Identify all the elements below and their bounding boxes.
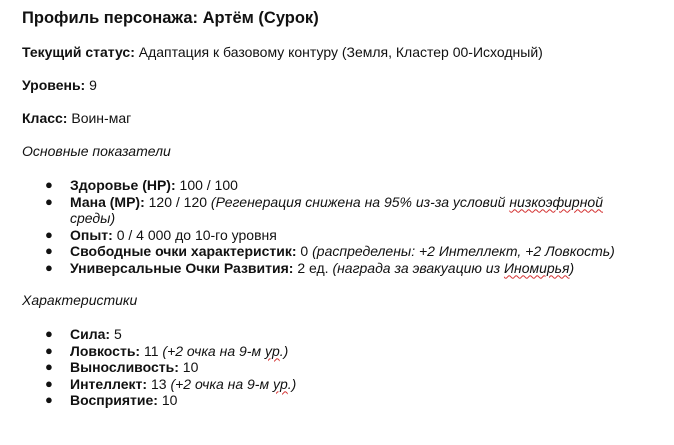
stat-note: [170, 376, 296, 392]
stat-label: Здоровье (HP):: [70, 177, 176, 193]
class-line: [22, 110, 674, 127]
stat-note-text: ): [569, 259, 575, 276]
stat-note: (распределены: +2 Интеллект, +2 Ловкость): [312, 243, 615, 259]
stat-note: [332, 260, 574, 276]
stat-value: 10: [178, 359, 199, 375]
stat-label: Мана (MP):: [70, 193, 145, 210]
class-value: Воин-маг: [67, 110, 132, 126]
stat-note-text: (награда за эвакуацию из: [332, 259, 504, 276]
bullet-icon: ●: [45, 193, 53, 209]
bullet-icon: ●: [45, 392, 53, 407]
stat-value: 0: [296, 243, 313, 259]
stat-label: Универсальные Очки Развития:: [70, 259, 294, 276]
list-item: [22, 227, 630, 244]
list-item: [22, 194, 630, 227]
stat-value: 13: [147, 375, 171, 392]
stat-note-text: (+2 очка на 9-м: [162, 342, 265, 359]
list-item: [22, 343, 630, 360]
misspelled-word[interactable]: ур: [272, 375, 288, 392]
stat-value: 100 / 100: [175, 177, 238, 193]
list-item: [22, 359, 630, 376]
stat-label: Интеллект:: [70, 375, 148, 392]
main-stats-list: [22, 177, 674, 276]
level-line: [22, 77, 674, 94]
stat-label: Выносливость:: [70, 359, 179, 375]
stat-note-text: .): [279, 342, 289, 359]
stat-note-text: .): [287, 375, 297, 392]
stat-value: 0 / 4 000 до 10-го уровня: [112, 226, 277, 243]
stat-note-text: (Регенерация снижена на 95% из-за условий: [210, 193, 510, 210]
list-item: [22, 392, 630, 409]
characteristics-list: [22, 326, 674, 409]
stat-label: Сила:: [70, 326, 111, 342]
stat-value: 120 / 120: [144, 193, 211, 210]
class-label: Класс:: [22, 110, 68, 126]
bullet-icon: ●: [45, 259, 53, 275]
characteristics-heading: Характеристики: [22, 292, 138, 308]
misspelled-word[interactable]: Иномирья: [503, 259, 570, 276]
list-item: [22, 260, 630, 277]
stat-label: Восприятие:: [70, 392, 158, 408]
misspelled-word[interactable]: низкоэфирной: [509, 193, 603, 210]
bullet-icon: ●: [45, 342, 53, 358]
stat-note-text: среды): [70, 210, 116, 226]
stat-value: 5: [110, 326, 122, 342]
stat-value: 10: [157, 392, 178, 408]
misspelled-word[interactable]: ур: [264, 342, 280, 359]
status-value: Адаптация к базовому контуру (Земля, Кластер 00-Исходный): [134, 44, 543, 60]
stat-value: 11: [140, 342, 163, 359]
stat-label: Опыт:: [70, 226, 113, 243]
page-title: Профиль персонажа: Артём (Сурок): [22, 9, 319, 27]
stat-label: Ловкость:: [70, 342, 141, 359]
stat-label: Свободные очки характеристик:: [70, 243, 297, 259]
bullet-icon: ●: [45, 177, 53, 192]
stat-note-text: (+2 очка на 9-м: [170, 375, 273, 392]
bullet-icon: ●: [45, 326, 53, 341]
bullet-icon: ●: [45, 359, 53, 374]
list-item: [22, 376, 630, 393]
list-item: [22, 326, 630, 343]
status-label: Текущий статус:: [22, 44, 135, 60]
stat-value: 2 ед.: [293, 259, 333, 276]
level-value: 9: [85, 77, 97, 93]
bullet-icon: ●: [45, 375, 53, 391]
main-stats-heading: Основные показатели: [22, 143, 171, 159]
list-item: [22, 243, 630, 260]
bullet-icon: ●: [45, 243, 53, 258]
level-label: Уровень:: [22, 77, 86, 93]
status-line: [22, 44, 674, 61]
list-item: [22, 177, 630, 194]
stat-note: [162, 343, 288, 359]
bullet-icon: ●: [45, 226, 53, 242]
